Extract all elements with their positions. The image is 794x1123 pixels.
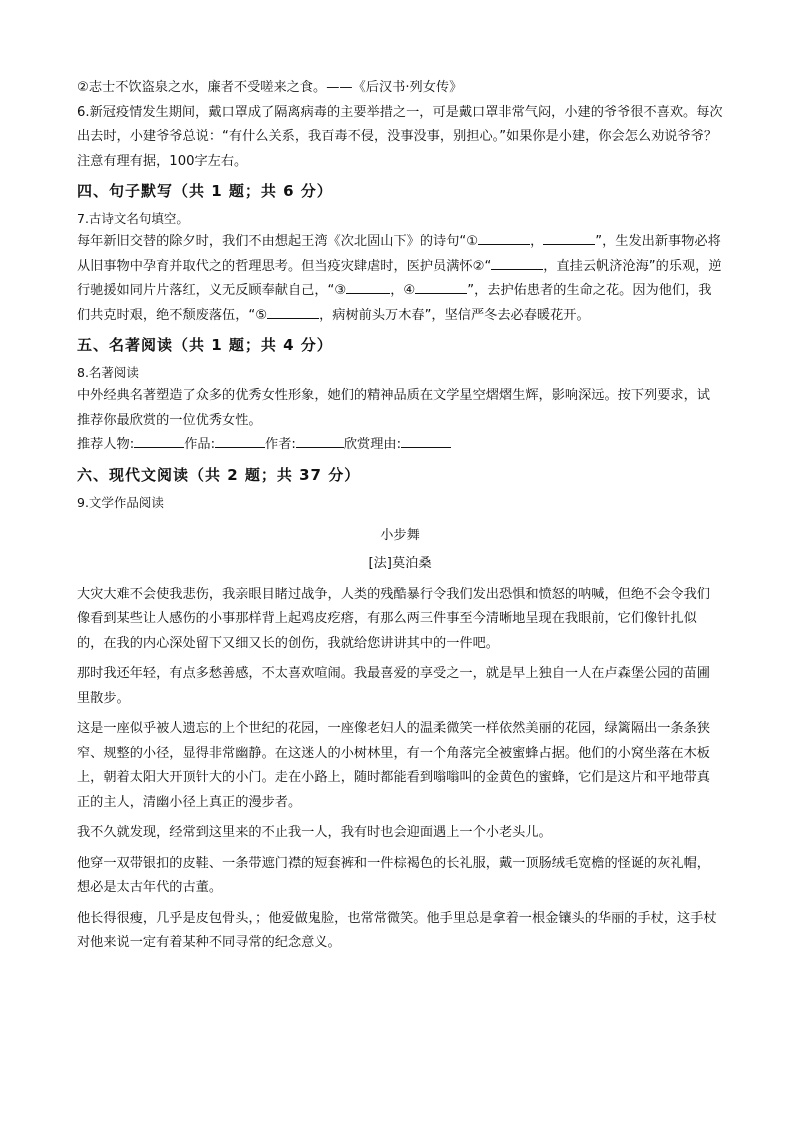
question-8-fields	[77, 433, 723, 458]
question-8-label: 8.名著阅读	[77, 365, 139, 380]
q7-text-part: ，直挂云帆济沧海”的乐观，逆行驰援如同片片落红，义无反顾奉献自己，“③	[77, 258, 722, 298]
question-8-text: 中外经典名著塑造了众多的优秀女性形象，她们的精神品质在文学星空熠熠生辉，影响深远。按下列要求，试推荐你最欣赏的一位优秀女性。	[77, 388, 710, 428]
article-paragraph: 这是一座似乎被人遗忘的上个世纪的花园，一座像老妇人的温柔微笑一样依然美丽的花园，绿篱隔出一条条狭窄、规整的小径，显得非常幽静。在这迷人的小树林里，有一个角落完全被蜜蜂占据。他们的小窝坐落在木板上，朝着太阳大开顶针大的小门。走在小路上，随时都能看到嗡嗡叫的金黄色的蜜蜂，它们是这片和平地带真正的主人，清幽小径上真正的漫步者。	[77, 721, 710, 810]
article-author: [法]莫泊桑	[368, 556, 432, 571]
fill-blank[interactable]	[134, 433, 184, 448]
section-5-heading: 五、名著阅读（共 1 题；共 4 分）	[77, 336, 333, 354]
fill-blank[interactable]	[401, 433, 451, 448]
q7-text-part: ，病树前头万木春”，坚信严冬去必春暖花开。	[319, 307, 590, 323]
fill-blank[interactable]	[296, 433, 344, 448]
q7-text-part: ，④	[390, 283, 416, 298]
field-person-label: 推荐人物:	[77, 437, 135, 452]
q7-text-part: ”，生发出新事物必将从旧事物中孕育并取代之的哲理思考。但当疫灾肆虐时，医护员满怀②“	[77, 234, 721, 274]
question-7-label: 7.古诗文名句填空。	[77, 211, 189, 226]
document-page	[77, 76, 723, 956]
quote-line: ②志士不饮盗泉之水，廉者不受嗟来之食。——《后汉书·列女传》	[77, 80, 463, 95]
field-work-label: 作品:	[184, 437, 216, 452]
field-reason-label: 欣赏理由:	[343, 437, 402, 452]
fill-blank[interactable]	[215, 433, 265, 448]
q7-text-part: ，	[530, 234, 544, 249]
article-title: 小步舞	[380, 527, 420, 543]
question-6: 6.新冠疫情发生期间，戴口罩成了隔离病毒的主要举措之一，可是戴口罩非常气闷，小建的爷爷很不喜欢。每次出去时，小建爷爷总说：“有什么关系，我百毒不侵，没事没事，别担心。”如果你是小建，你会怎么劝说爷爷？注意有理有据，100字左右。	[77, 104, 723, 169]
section-4-heading: 四、句子默写（共 1 题；共 6 分）	[77, 182, 333, 200]
article-paragraph: 那时我还年轻，有点多愁善感，不太喜欢喧闹。我最喜爱的享受之一，就是早上独自一人在卢森堡公园的苗圃里散步。	[77, 666, 710, 706]
q7-text-part: ”，去护佑患者的生命之花。因为他们，我们共克时艰，绝不颓废落伍，“⑤	[77, 283, 712, 323]
fill-blank[interactable]	[415, 279, 467, 294]
fill-blank[interactable]	[267, 304, 319, 319]
section-6-heading: 六、现代文阅读（共 2 题；共 37 分）	[77, 465, 361, 484]
fill-blank[interactable]	[491, 255, 543, 270]
article-paragraph: 他穿一双带银扣的皮鞋、一条带遮门襟的短套裤和一件棕褐色的长礼服，戴一顶肠绒毛宽檐的怪诞的灰礼帽，想必是太古年代的古董。	[77, 855, 710, 895]
article-body	[77, 583, 723, 956]
fill-blank[interactable]	[478, 230, 530, 245]
fill-blank[interactable]	[543, 230, 595, 245]
field-author-label: 作者:	[265, 437, 296, 452]
article-paragraph: 他长得很瘦，几乎是皮包骨头，；他爱做鬼脸，也常常微笑。他手里总是拿着一根金镶头的华丽的手杖，这手杖对他来说一定有着某种不同寻常的纪念意义。	[77, 910, 717, 950]
article-paragraph: 大灾大难不会使我悲伤，我亲眼目睹过战争，人类的残酷暴行令我们发出恐惧和愤怒的呐喊，但绝不会令我们像看到某些让人感伤的小事那样背上起鸡皮疙瘩，有那么两三件事至今清晰地呈现在我眼前，它们像针扎似的，在我的内心深处留下又细又长的创伤，我就给您讲讲其中的一件吧。	[77, 586, 710, 651]
fill-blank[interactable]	[346, 279, 390, 294]
article-paragraph: 我不久就发现，经常到这里来的不止我一人，我有时也会迎面遇上一个小老头儿。	[77, 825, 552, 840]
question-7-text	[77, 230, 723, 328]
question-9-label: 9.文学作品阅读	[77, 494, 164, 510]
q7-text-part: 每年新旧交替的除夕时，我们不由想起王湾《次北固山下》的诗句“①	[77, 234, 479, 249]
